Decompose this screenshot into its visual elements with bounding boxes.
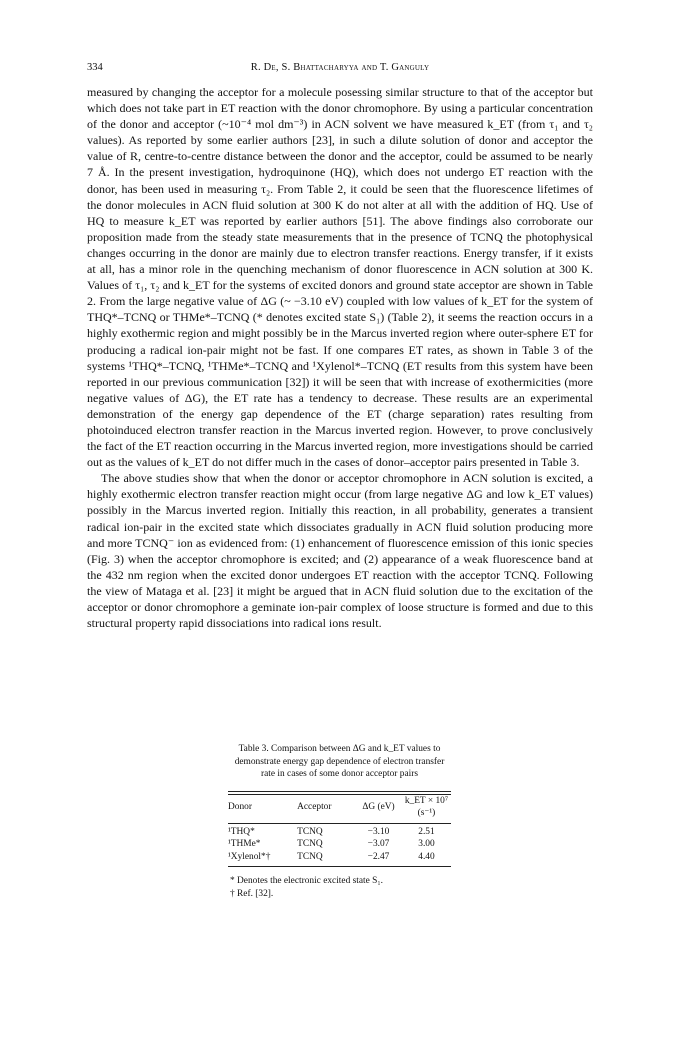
table-cell: 2.51 [418,826,435,837]
paragraph: measured by changing the acceptor for a molecule posessing similar structure to that of the acceptor but which does not take part in ET reaction with the donor chromophore. By using a particular concentration of the donor and acceptor (~10⁻⁴ mol dm⁻³) in ACN solvent we have measured k_ET (from τ₁ and τ₂ values). As reported by some earlier authors [23], in such a dilute solution of donor and acceptor the value of R, centre-to-centre distance between the donor and the acceptor, could be assumed to be nearly 7 Å. In the present investigation, hydroquinone (HQ), which does not undergo ET reaction with the donor, has been used in measuring τ₂. From Table 2, it could be seen that the fluorescence lifetimes of the donor molecules in ACN fluid solution at 300 K do not alter at all with the addition of HQ. Use of HQ to measure k_ET was reported by earlier authors [51]. The above findings also corroborate our proposition made from the steady state measurements that in the presence of TCNQ the photophysical changes occurring in the donor are mainly due to electron transfer reactions. Energy transfer, if it exists at all, has a minor role in the quenching mechanism of donor fluorescence in ACN solution at 300 K. Values of τ₁, τ₂ and k_ET for the systems of excited donors and ground state acceptor are shown in Table 2. From the large negative value of ΔG (~ −3.10 eV) coupled with low values of k_ET for the system of THQ*–TCNQ or THMe*–TCNQ (* denotes excited state S₁) (Table 2), it seems the reaction occurs in a highly exothermic region and might possibly be in the Marcus inverted region where outer-sphere ET for producing a radical ion-pair might not be fast. If one compares ET rates, as shown in Table 3 of the systems ¹THQ*–TCNQ, ¹THMe*–TCNQ and ¹Xylenol*–TCNQ (ET results from this system have been reported in our previous communication [32]) it will be seen that with increase of exothermicities (more negative values of ΔG), the ET rate has a tendency to decrease. These results are an experimental demonstration of the energy gap dependence of the ET (charge separation) rates resulting from photoinduced electron transfer reaction in the Marcus inverted region. However, to prove conclusively the fact of the ET reaction occurring in the Marcus inverted region, more investigations should be carried out as the values of k_ET do not differ much in the cases of donor–acceptor pairs presented in Table 3. [87,85,593,470]
column-header-ket: k_ET × 10⁷ (s⁻¹) [404,795,449,819]
table-footnotes [228,875,451,900]
table-cell: TCNQ [297,826,323,837]
running-head: R. De, S. Bhattacharyya and T. Ganguly [250,62,430,73]
table-cell: ¹THQ* [228,826,255,837]
page-header [87,62,593,78]
table-cell: TCNQ [297,851,323,862]
table-row [228,851,451,863]
column-header-donor: Donor [228,802,252,813]
data-table [228,795,451,820]
table-cell: −2.47 [367,851,390,862]
table-cell: TCNQ [297,839,323,850]
table-bottom-rule [228,866,451,867]
table-cell: 3.00 [418,839,435,850]
table-cell: 4.40 [418,851,435,862]
table-cell: −3.10 [367,826,390,837]
table-header-rule [228,823,451,824]
table-row [228,826,451,838]
table-cell: −3.07 [367,839,390,850]
table-cell: ¹THMe* [228,839,261,850]
paragraph: The above studies show that when the donor or acceptor chromophore in ACN solution is excited, a highly exothermic electron transfer reaction might occur (from large negative ΔG and low k_ET values) possibly in the Marcus inverted region. Initially this reaction, in all probability, generates a transient radical ion-pair in the excited state which dissociates gradually in ACN fluid solution producing more and more TCNQ⁻ ion as evidenced from: (1) enhancement of fluorescence emission of this ionic species (Fig. 3) when the acceptor chromophore is excited; and (2) appearance of a weak fluorescence band at the 432 nm region when the excited donor undergoes ET reaction with the acceptor TCNQ. Following the view of Mataga et al. [23] it might be argued that in ACN fluid solution due to the excitation of the acceptor or donor chromophore a geminate ion-pair complex of loose structure is formed and due to this structural property rapid dissociations into radical ions result. [87,471,593,631]
table-top-rule [228,791,451,792]
table-3 [228,743,451,900]
footnote: † Ref. [32]. [230,888,274,899]
page-number: 334 [87,62,103,73]
table-caption: Table 3. Comparison between ΔG and k_ET values to demonstrate energy gap dependence of electron transfer rate in cases of some donor acceptor pairs [234,744,445,780]
table-cell: ¹Xylenol*† [228,851,271,862]
column-header-delta-g: ΔG (eV) [362,802,395,813]
data-table-body [228,826,451,863]
body-text [87,84,593,631]
footnote: * Denotes the electronic excited state S₁. [230,876,383,887]
table-row [228,838,451,850]
column-header-acceptor: Acceptor [297,802,332,813]
